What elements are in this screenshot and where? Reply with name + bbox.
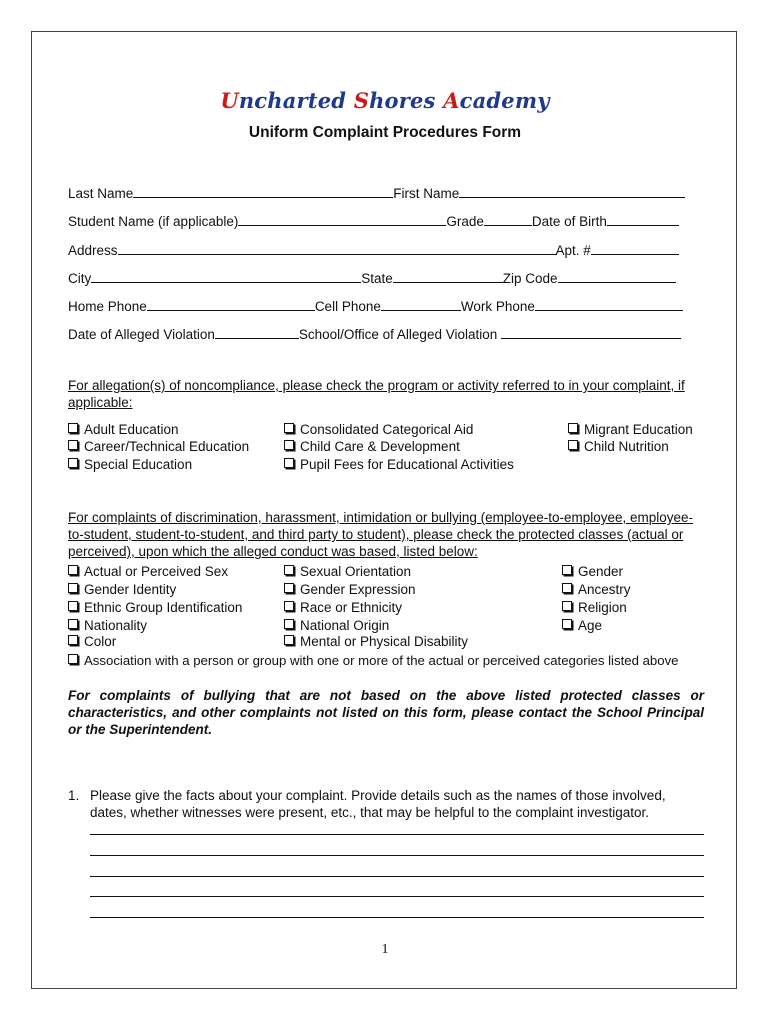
- bullying-note: For complaints of bullying that are not based on the above listed protected classes or characteristics, and other complaints not listed on this form, please contact the School Principal or the Superintendent.: [68, 688, 704, 737]
- work-phone-label: Work Phone: [460, 299, 535, 314]
- checkbox-label: Migrant Education: [584, 422, 693, 437]
- checkbox-adult-education[interactable]: [68, 421, 179, 438]
- answer-line-3[interactable]: [90, 876, 704, 877]
- cell-phone-label: Cell Phone: [314, 299, 381, 314]
- checkbox-icon: [568, 423, 578, 433]
- checkbox-icon: [284, 601, 294, 611]
- date-violation-field[interactable]: [215, 324, 299, 339]
- school-name: [0, 88, 770, 113]
- state-label: State: [361, 271, 393, 286]
- zip-label: Zip Code: [502, 271, 558, 286]
- checkbox-label: Child Care & Development: [300, 439, 460, 454]
- city-label: City: [68, 271, 92, 286]
- checkbox-label: Color: [84, 634, 117, 649]
- school-office-field[interactable]: [501, 324, 681, 339]
- grade-field[interactable]: [484, 211, 532, 226]
- checkbox-gender[interactable]: [562, 563, 623, 580]
- dob-label: Date of Birth: [531, 214, 607, 229]
- student-name-field[interactable]: [238, 211, 446, 226]
- checkbox-national-origin[interactable]: [284, 617, 389, 634]
- checkbox-label: Ancestry: [578, 582, 631, 597]
- checkbox-label: Mental or Physical Disability: [300, 634, 469, 649]
- checkbox-label: Sexual Orientation: [300, 564, 412, 579]
- checkbox-icon: [68, 654, 78, 664]
- checkbox-color[interactable]: [68, 633, 116, 650]
- checkbox-gender-expression[interactable]: [284, 581, 416, 598]
- checkbox-icon: [562, 601, 572, 611]
- school-office-label: School/Office of Alleged Violation: [298, 327, 498, 342]
- checkbox-disability[interactable]: [284, 633, 468, 650]
- checkbox-icon: [68, 601, 78, 611]
- checkbox-icon: [284, 583, 294, 593]
- answer-line-2[interactable]: [90, 855, 704, 856]
- discrimination-heading: For complaints of discrimination, harassment, intimidation or bullying (employee-to-employee, employee-to-student, student-to-student, and third party to student), please check the protected classes (actual or perceived), upon which the alleged conduct was based, listed below:: [68, 510, 694, 559]
- page-number: 1: [381, 942, 389, 957]
- checkbox-career-technical[interactable]: [68, 438, 249, 455]
- checkbox-child-care[interactable]: [284, 438, 460, 455]
- checkbox-label: Ethnic Group Identification: [84, 600, 243, 615]
- checkbox-child-nutrition[interactable]: [568, 438, 669, 455]
- checkbox-sexual-orientation[interactable]: [284, 563, 411, 580]
- checkbox-icon: [284, 635, 294, 645]
- dob-field[interactable]: [607, 211, 679, 226]
- question-1-number: 1.: [68, 788, 80, 803]
- checkbox-icon: [284, 423, 294, 433]
- address-field[interactable]: [118, 240, 556, 255]
- checkbox-consolidated-aid[interactable]: [284, 421, 473, 438]
- checkbox-icon: [68, 458, 78, 468]
- row-address: [68, 240, 679, 260]
- zip-field[interactable]: [558, 268, 676, 283]
- checkbox-label: Religion: [578, 600, 627, 615]
- checkbox-race-ethnicity[interactable]: [284, 599, 402, 616]
- cell-phone-field[interactable]: [381, 296, 461, 311]
- checkbox-label: Child Nutrition: [584, 439, 669, 454]
- checkbox-nationality[interactable]: [68, 617, 147, 634]
- checkbox-label: Actual or Perceived Sex: [84, 564, 229, 579]
- checkbox-icon: [68, 635, 78, 645]
- checkbox-icon: [284, 440, 294, 450]
- answer-line-5[interactable]: [90, 917, 704, 918]
- checkbox-association[interactable]: [68, 652, 679, 669]
- checkbox-label: Nationality: [84, 618, 148, 633]
- checkbox-icon: [68, 619, 78, 629]
- school-name-rest-2: hores: [369, 88, 444, 113]
- checkbox-age[interactable]: [562, 617, 602, 634]
- checkbox-gender-identity[interactable]: [68, 581, 176, 598]
- checkbox-label: Special Education: [84, 457, 193, 472]
- form-title: Uniform Complaint Procedures Form: [248, 124, 522, 141]
- checkbox-label: Association with a person or group with one or more of the actual or perceived categories listed above: [84, 653, 679, 668]
- row-name: [68, 183, 685, 203]
- checkbox-perceived-sex[interactable]: [68, 563, 228, 580]
- work-phone-field[interactable]: [535, 296, 683, 311]
- question-1: [68, 787, 708, 821]
- checkbox-label: Race or Ethnicity: [300, 600, 403, 615]
- answer-line-1[interactable]: [90, 834, 704, 835]
- checkbox-ethnic-group[interactable]: [68, 599, 242, 616]
- checkbox-label: Gender: [578, 564, 624, 579]
- checkbox-religion[interactable]: [562, 599, 627, 616]
- checkbox-icon: [68, 423, 78, 433]
- first-name-field[interactable]: [459, 183, 685, 198]
- checkbox-pupil-fees[interactable]: [284, 456, 514, 473]
- school-name-cap-3: A: [443, 88, 460, 113]
- school-name-rest-3: cademy: [459, 88, 550, 113]
- first-name-label: First Name: [393, 186, 460, 201]
- last-name-label: Last Name: [68, 186, 134, 201]
- city-field[interactable]: [91, 268, 361, 283]
- address-label: Address: [68, 243, 118, 258]
- checkbox-icon: [562, 565, 572, 575]
- state-field[interactable]: [393, 268, 503, 283]
- school-name-rest-1: ncharted: [238, 88, 354, 113]
- home-phone-field[interactable]: [147, 296, 315, 311]
- last-name-field[interactable]: [133, 183, 393, 198]
- checkbox-icon: [68, 565, 78, 575]
- checkbox-icon: [68, 440, 78, 450]
- row-student: [68, 211, 679, 231]
- row-phone: [68, 296, 683, 316]
- checkbox-icon: [284, 565, 294, 575]
- checkbox-label: Adult Education: [84, 422, 179, 437]
- student-name-label: Student Name (if applicable): [68, 214, 239, 229]
- row-city: [68, 268, 676, 288]
- checkbox-special-education[interactable]: [68, 456, 192, 473]
- apt-label: Apt. #: [555, 243, 591, 258]
- date-violation-label: Date of Alleged Violation: [68, 327, 215, 342]
- row-violation: [68, 324, 681, 344]
- checkbox-label: Gender Identity: [84, 582, 177, 597]
- checkbox-icon: [284, 619, 294, 629]
- checkbox-label: Pupil Fees for Educational Activities: [300, 457, 514, 472]
- checkbox-label: National Origin: [300, 618, 390, 633]
- checkbox-label: Career/Technical Education: [84, 439, 250, 454]
- program-heading: For allegation(s) of noncompliance, please check the program or activity referred to in your complaint, if applicable:: [68, 378, 685, 410]
- checkbox-label: Consolidated Categorical Aid: [300, 422, 474, 437]
- checkbox-label: Gender Expression: [300, 582, 416, 597]
- checkbox-icon: [284, 458, 294, 468]
- checkbox-icon: [568, 440, 578, 450]
- checkbox-label: Age: [578, 618, 603, 633]
- school-name-cap-1: U: [220, 88, 239, 113]
- checkbox-icon: [562, 583, 572, 593]
- checkbox-icon: [562, 619, 572, 629]
- school-name-cap-2: S: [353, 88, 370, 113]
- home-phone-label: Home Phone: [68, 299, 147, 314]
- grade-label: Grade: [446, 214, 484, 229]
- checkbox-migrant-education[interactable]: [568, 421, 693, 438]
- question-1-text: Please give the facts about your complaint. Provide details such as the names of those involved, dates, whether witnesses were present, etc., that may be helpful to the complaint investigator.: [90, 788, 666, 820]
- checkbox-ancestry[interactable]: [562, 581, 631, 598]
- checkbox-icon: [68, 583, 78, 593]
- apt-field[interactable]: [591, 240, 679, 255]
- answer-line-4[interactable]: [90, 896, 704, 897]
